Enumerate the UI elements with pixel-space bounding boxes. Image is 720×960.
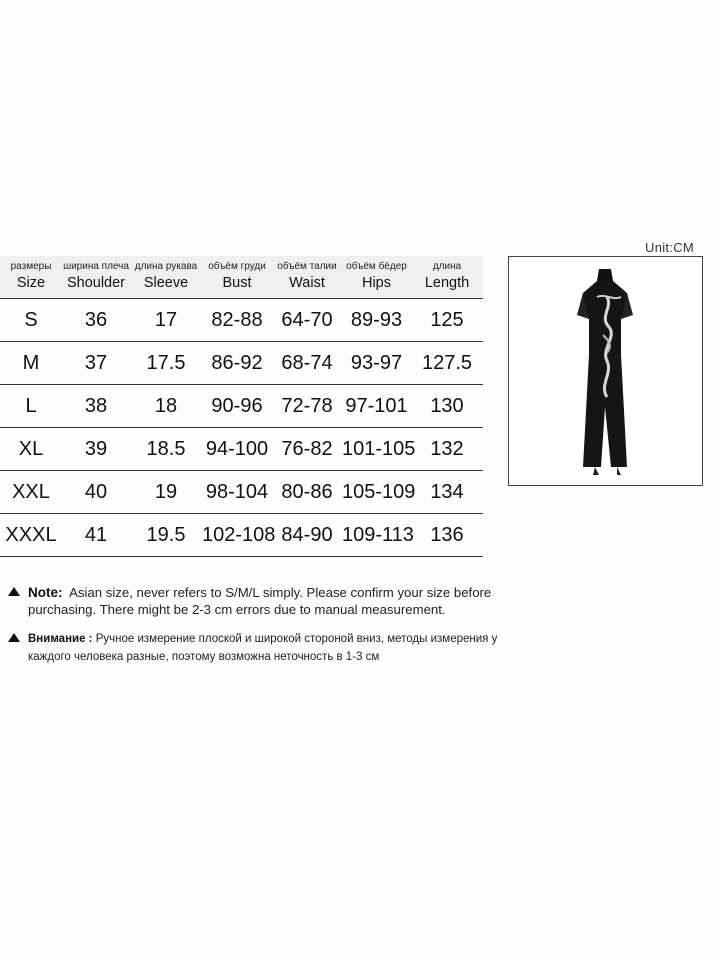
header-waist: объём талии Waist [272, 256, 342, 299]
table-cell: 134 [411, 471, 483, 514]
table-cell: M [0, 342, 62, 385]
table-cell: 132 [411, 428, 483, 471]
warning-triangle-icon [8, 587, 20, 596]
table-cell: 37 [62, 342, 130, 385]
table-cell: 19.5 [130, 514, 202, 557]
table-cell: 38 [62, 385, 130, 428]
table-cell: 89-93 [342, 299, 411, 342]
dress-illustration [509, 257, 702, 485]
table-cell: XXL [0, 471, 62, 514]
table-cell: 98-104 [202, 471, 272, 514]
header-size: размеры Size [0, 256, 62, 299]
table-cell: 102-108 [202, 514, 272, 557]
note-russian: Внимание : Ручное измерение плоской и широкой стороной вниз, методы измерения у каждого человека разные, поэтому возможна неточность в 1-3 см [8, 630, 498, 666]
table-cell: 125 [411, 299, 483, 342]
table-cell: 18.5 [130, 428, 202, 471]
header-shoulder: ширина плеча Shoulder [62, 256, 130, 299]
table-cell: 93-97 [342, 342, 411, 385]
table-cell: 86-92 [202, 342, 272, 385]
warning-triangle-icon [8, 633, 20, 642]
table-cell: L [0, 385, 62, 428]
table-cell: 17 [130, 299, 202, 342]
table-row [0, 514, 483, 557]
table-cell: 36 [62, 299, 130, 342]
size-chart-table [0, 256, 483, 557]
table-cell: 97-101 [342, 385, 411, 428]
table-cell: 127.5 [411, 342, 483, 385]
table-cell: 109-113 [342, 514, 411, 557]
table-cell: 82-88 [202, 299, 272, 342]
table-cell: 19 [130, 471, 202, 514]
table-cell: 39 [62, 428, 130, 471]
header-bust: объём груди Bust [202, 256, 272, 299]
table-cell: 136 [411, 514, 483, 557]
table-cell: 72-78 [272, 385, 342, 428]
table-cell: 41 [62, 514, 130, 557]
table-cell: XXXL [0, 514, 62, 557]
table-row [0, 299, 483, 342]
table-cell: 80-86 [272, 471, 342, 514]
table-row [0, 471, 483, 514]
table-cell: 105-109 [342, 471, 411, 514]
size-chart-header-row [0, 256, 483, 299]
table-cell: 94-100 [202, 428, 272, 471]
table-cell: 101-105 [342, 428, 411, 471]
table-cell: 64-70 [272, 299, 342, 342]
table-cell: XL [0, 428, 62, 471]
table-row [0, 342, 483, 385]
table-cell: 18 [130, 385, 202, 428]
table-cell: 130 [411, 385, 483, 428]
header-length: длина Length [411, 256, 483, 299]
table-cell: 84-90 [272, 514, 342, 557]
unit-label: Unit:CM [645, 240, 695, 255]
table-cell: 40 [62, 471, 130, 514]
header-hips: объём бёдер Hips [342, 256, 411, 299]
table-cell: 17.5 [130, 342, 202, 385]
header-sleeve: длина рукава Sleeve [130, 256, 202, 299]
product-photo [508, 256, 703, 486]
table-cell: 90-96 [202, 385, 272, 428]
table-cell: S [0, 299, 62, 342]
note-english: Note: Asian size, never refers to S/M/L simply. Please confirm your size before purchasing. There might be 2-3 cm errors due to manual measurement. [8, 584, 498, 618]
table-cell: 68-74 [272, 342, 342, 385]
table-cell: 76-82 [272, 428, 342, 471]
table-row [0, 385, 483, 428]
table-row [0, 428, 483, 471]
